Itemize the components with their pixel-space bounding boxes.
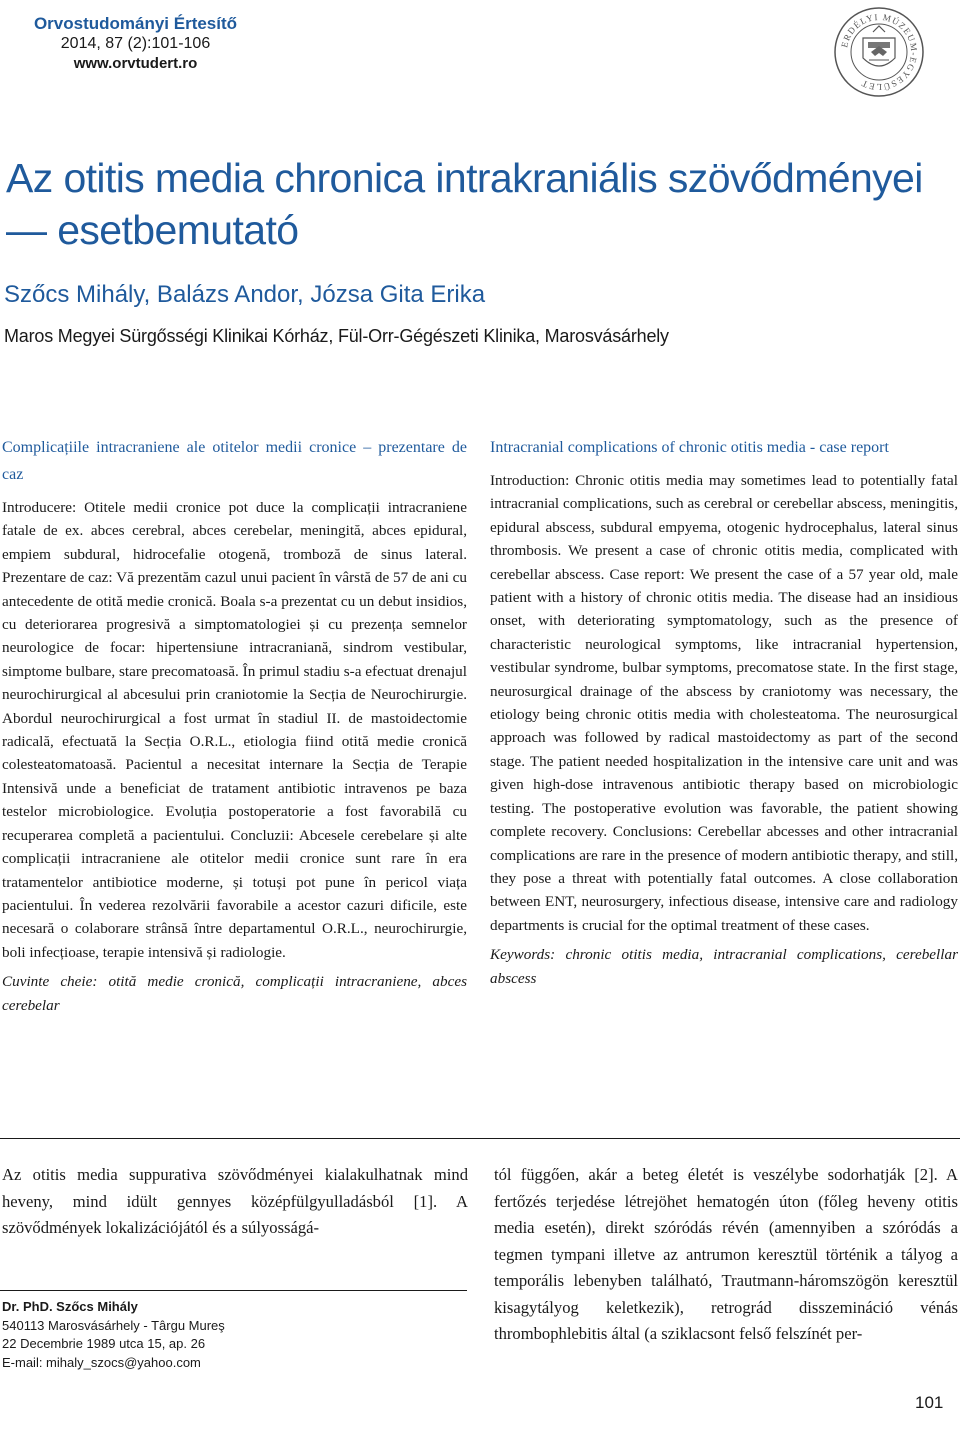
abstract-romanian [2,434,467,1017]
journal-name: Orvostudományi Értesítő [33,14,238,33]
abstract-english [490,434,958,990]
body-text-right: tól függően, akár a beteg életét is veszélybe sodorhatják [2]. A fertőzés terjedése létrejöhet hematogén úton (főleg heveny otitis media esetén), direkt szóródás révén (amennyiben a szóródás a tegmen tympani illetve az antrumon keresztül történik a tályog a temporális lebenyben található, Trautmann-háromszögön keresztül kisagytályog keletkezik), retrográd disszemináció vénás thrombophlebitis által (a sziklacsont felső felszínét per- [494,1165,958,1343]
correspondence-address-line2: 22 Decembrie 1989 utca 15, ap. 26 [2,1336,206,1351]
abstract-en-keywords: Keywords: chronic otitis media, intracranial complications, cerebellar abscess [490,946,958,987]
article-title: Az otitis media chronica intrakraniális szövődményei — esetbemutató [6,155,923,253]
correspondence-block [2,1298,225,1372]
article-authors: Szőcs Mihály, Balázs Andor, Józsa Gita Erika [4,281,486,308]
correspondence-name: Dr. PhD. Szőcs Mihály [2,1299,138,1314]
article-affiliation: Maros Megyei Sürgősségi Klinikai Kórház, Fül-Orr-Gégészeti Klinika, Marosvásárhely [4,326,669,346]
journal-header [8,14,263,74]
correspondence-address-line1: 540113 Marosvásárhely - Târgu Mureş [2,1317,225,1333]
abstract-ro-body: Introducere: Otitele medii cronice pot duce la complicații intracraniene fatale de ex. abces cerebral, abces cerebelar, meningită, abces epidural, empiem subdural, hidrocefalie otogenă, tromboză de sinus lateral. Prezentare de caz: Vă prezentăm cazul unui pacient în vârstă de 57 de ani cu antecedente de otită medie cronică. Boala s-a prezentat cu un debut insidios, cu deteriorarea progresivă a simptomatologiei și cu prezența semnelor neurologice de focar: hipertensiune intracraniană, sindrom vestibular, simptome bulbare, stare precomatoasă. În primul stadiu s-a efectuat drenajul neurochirurgical al abcesului prin craniotomie la Secția de Neurochirurgie. Abordul neurochirurgical a fost urmat în stadiul II. de mastoidectomie radicală, efectuată la Secția O.R.L., etiologia fiind otită medie cronică colesteatomatoasă. Pacientul a necesitat internare la Secția de Terapie Intensivă unde a beneficiat de tratament antibiotic intravenos pe baza testelor microbiologice. Evoluția postoperatorie a fost favorabilă cu recuperarea completă a pacientului. Concluzii: Abcesele cerebelare și alte complicații intracraniene ale otitelor medii cronice sunt rare în era tratamentelor antibiotice moderne, și totuși pot pune în pericol viața pacientului. În vederea rezolvării favorabile a acestor cazuri dificile, este necesară o colaborare strânsă între departamentul O.R.L., neurochirurgie, boli infecțioase, terapie intensivă și radiologie. [2,499,467,961]
abstract-en-heading: Intracranial complications of chronic otitis media - case report [490,439,889,456]
journal-url[interactable]: www.orvtudert.ro [73,55,198,72]
correspondence-divider [0,1290,467,1291]
page-number: 101 [915,1393,944,1412]
abstract-ro-keywords: Cuvinte cheie: otită medie cronică, complicații intracraniene, abces cerebelar [2,973,467,1014]
journal-volume: 2014, 87 (2):101-106 [60,35,211,52]
abstract-ro-heading: Complicațiile intracraniene ale otitelor medii cronice – prezentare de caz [2,439,467,483]
society-seal-logo [833,6,925,98]
correspondence-email[interactable]: E-mail: mihaly_szocs@yahoo.com [2,1354,201,1370]
body-text-left: Az otitis media suppurativa szövődményei kialakulhatnak mind heveny, mind idült gennyes középfülgyulladásból [1]. A szövődmények lokalizációjától és a súlyosságá- [2,1165,468,1237]
svg-text:ERDÉLYI MÚZEUM-EGYESÜLET: ERDÉLYI MÚZEUM-EGYESÜLET [839,11,920,93]
section-divider [0,1138,960,1139]
abstract-en-body: Introduction: Chronic otitis media may sometimes lead to potentially fatal intracranial complications, such as cerebral or cerebellar abscess, meningitis, epidural abscess, subdural empyema, otogenic hydrocephalus, lateral sinus thrombosis. We present a case of chronic otitis media, complicated with cerebellar abscess. Case report: We present the case of a 57 year old, male patient with a history of chronic otitis media. The disease had an insidious onset, with deteriorating symptomatology, such as the presence of characteristic neurological symptoms, like intracranial hypertension, vestibular syndrome, bulbar symptoms, precomatose state. In the first stage, neurosurgical drainage of the abscess by craniotomy was necessary, the etiology being chronic otitis media with cholesteatoma. The neurosurgical approach was followed by radical mastoidectomy as part of the second stage. The patient needed hospitalization in the intensive care unit and was given high-dose intravenous antibiotic therapy based on microbiologic testing. The postoperative evolution was favorable, the patient showing complete recovery. Conclusions: Cerebellar abcesses and other intracranial complications are rare in the presence of modern antibiotic therapy, and still, they pose a threat with potentially fatal outcomes. A close collaboration between ENT, neurosurgery, infectious disease, intensive care and radiology departments is crucial for the optimal treatment of these cases. [490,472,958,934]
